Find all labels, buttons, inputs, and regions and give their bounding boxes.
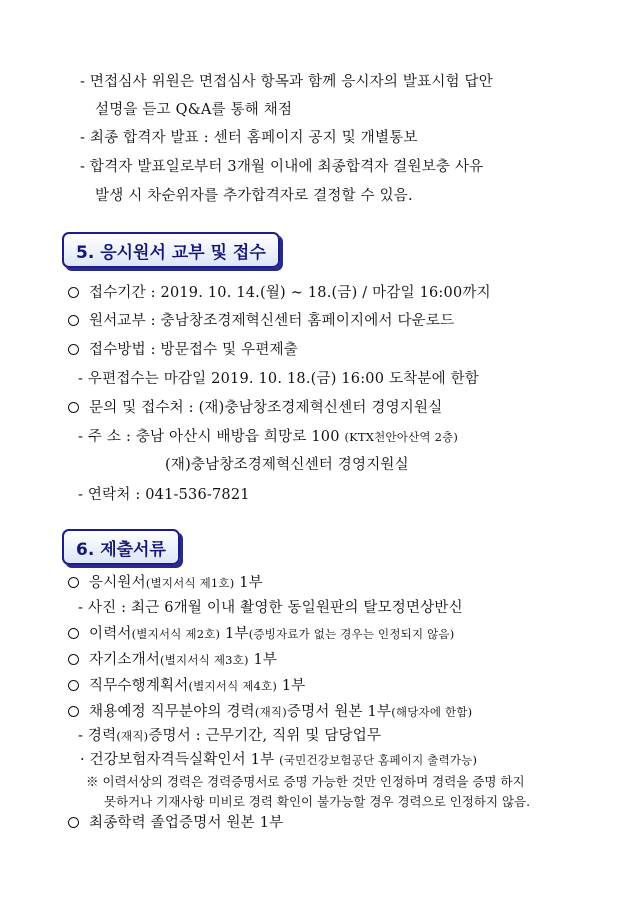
- doc4-label: 직무수행계획서: [89, 678, 189, 694]
- contact-place-text: 문의 및 접수처 : (재)충남창조경제혁신센터 경영지원실: [89, 400, 443, 416]
- section-heading-5-label: 5. 응시원서 교부 및 접수: [76, 242, 266, 263]
- doc3-label: 자기소개서: [89, 652, 161, 668]
- section-heading-5: [62, 232, 280, 268]
- address-text: - 주 소 : 충남 아산시 배방읍 희망로 100: [78, 429, 340, 445]
- section-heading-6: [62, 529, 180, 565]
- doc6-text: 최종학력 졸업증명서 원본 1부: [89, 815, 284, 831]
- circle-bullet-icon: [68, 315, 79, 326]
- doc5-tag: (재직): [254, 705, 287, 719]
- doc4-count: 1부: [277, 678, 306, 694]
- item-insurance: [80, 750, 477, 770]
- doc3-form-no: (별지서식 제3호): [160, 653, 249, 667]
- circle-bullet-icon: [68, 577, 79, 588]
- item-period: [68, 283, 491, 303]
- item-career-cert: [68, 702, 472, 722]
- doc1-form-no: (별지서식 제1호): [145, 576, 235, 590]
- insurance-text: · 건강보험자격득실확인서 1부: [80, 752, 280, 768]
- period-text: 접수기간 : 2019. 10. 14.(월) ~ 18.(금) / 마감일 16:00까지: [89, 285, 491, 301]
- text-mail-note: - 우편접수는 마감일 2019. 10. 18.(금) 16:00 도착분에 한함: [78, 371, 480, 387]
- section-heading-6-label: 6. 제출서류: [76, 539, 166, 560]
- item-application-form: [68, 573, 263, 593]
- item-self-intro: [68, 650, 277, 670]
- text-career-note-1: ※ 이력서상의 경력은 경력증명서로 증명 가능한 것만 인정하며 경력을 증명 하지: [86, 774, 525, 789]
- cert-label: - 경력: [78, 728, 117, 744]
- text-interview-scoring: - 면접심사 위원은 면접심사 항목과 함께 응시자의 발표시험 답안: [80, 74, 493, 90]
- text-interview-scoring-cont: 설명을 듣고 Q&A를 통해 채점: [95, 102, 293, 118]
- text-photo: - 사진 : 최근 6개월 이내 촬영한 동일원판의 탈모정면상반신: [78, 600, 463, 616]
- item-work-plan: [68, 676, 306, 696]
- item-graduation-cert: [68, 813, 283, 833]
- distribution-text: 원서교부 : 충남창조경제혁신센터 홈페이지에서 다운로드: [89, 313, 455, 329]
- item-contact-place: [68, 398, 442, 418]
- text-address-line2: (재)충남창조경제혁신센터 경영지원실: [165, 457, 409, 473]
- text-career-note-2: 못하거나 기재사항 미비로 경력 확인이 불가능할 경우 경력으로 인정하지 않음.: [104, 794, 531, 809]
- circle-bullet-icon: [68, 654, 79, 665]
- doc1-count: 1부: [234, 575, 263, 591]
- address-note: (KTX천안아산역 2층): [344, 430, 459, 444]
- circle-bullet-icon: [68, 680, 79, 691]
- cert-text: 증명서 : 근무기간, 직위 및 담당업무: [148, 728, 382, 744]
- doc2-count: 1부: [220, 626, 249, 642]
- doc4-form-no: (별지서식 제4호): [188, 679, 278, 693]
- text-phone: - 연락처 : 041-536-7821: [78, 487, 250, 503]
- item-method: [68, 340, 298, 360]
- doc2-form-no: (별지서식 제2호): [131, 627, 221, 641]
- circle-bullet-icon: [68, 344, 79, 355]
- circle-bullet-icon: [68, 706, 79, 717]
- item-resume: [68, 624, 454, 644]
- doc1-label: 응시원서: [89, 575, 146, 591]
- circle-bullet-icon: [68, 817, 79, 828]
- doc5-note: (해당자에 한함): [391, 705, 473, 719]
- item-address: [78, 427, 458, 447]
- text-vacancy-replacement-cont: 발생 시 차순위자를 추가합격자로 결정할 수 있음.: [95, 188, 413, 204]
- circle-bullet-icon: [68, 402, 79, 413]
- doc5-label: 채용예정 직무분야의 경력: [89, 704, 255, 720]
- text-vacancy-replacement: - 합격자 발표일로부터 3개월 이내에 최종합격자 결원보충 사유: [80, 159, 484, 175]
- doc2-label: 이력서: [89, 626, 132, 642]
- circle-bullet-icon: [68, 287, 79, 298]
- cert-tag: (재직): [116, 729, 149, 743]
- method-text: 접수방법 : 방문접수 및 우편제출: [89, 342, 299, 358]
- doc5-text: 증명서 원본 1부: [286, 704, 392, 720]
- item-career-cert-detail: [78, 726, 381, 746]
- doc2-note: (증빙자료가 없는 경우는 인정되지 않음): [248, 627, 455, 641]
- text-final-announcement: - 최종 합격자 발표 : 센터 홈페이지 공지 및 개별통보: [80, 130, 418, 146]
- doc3-count: 1부: [248, 652, 278, 668]
- item-distribution: [68, 311, 454, 331]
- insurance-note: (국민건강보험공단 홈페이지 출력가능): [279, 753, 478, 767]
- circle-bullet-icon: [68, 628, 79, 639]
